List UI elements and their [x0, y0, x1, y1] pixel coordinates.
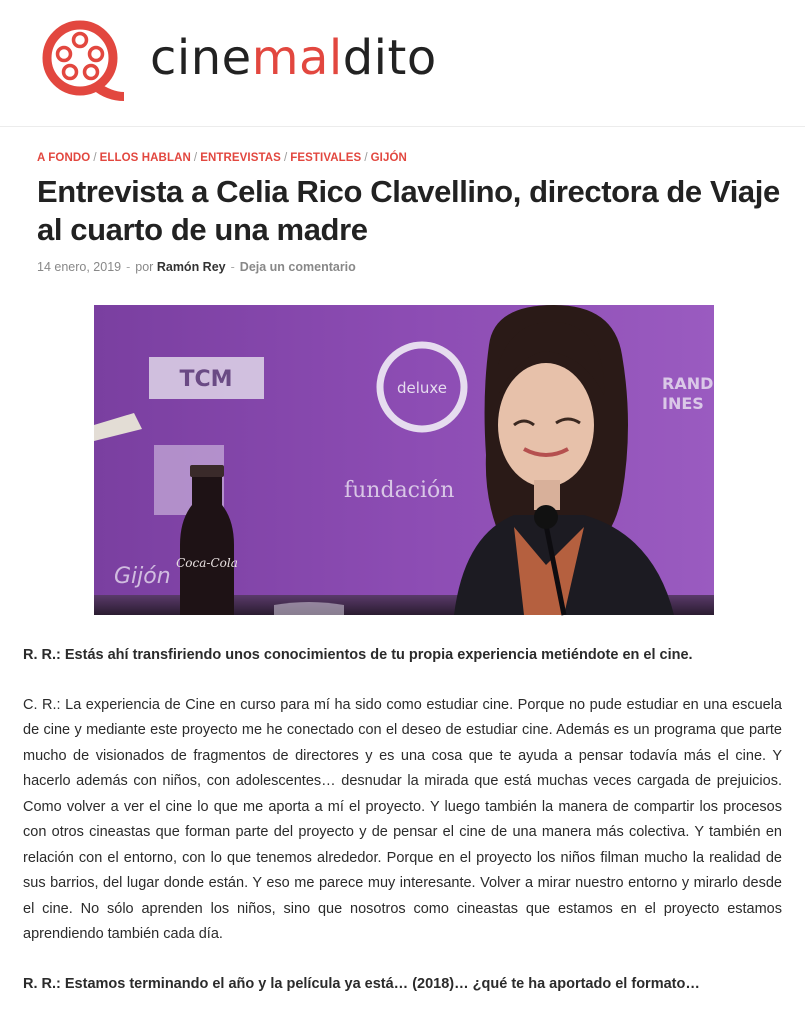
article-body [23, 643, 782, 1021]
banner-text: Coca-Cola [176, 556, 238, 570]
category-link[interactable]: GIJÓN [370, 152, 407, 164]
banner-text: deluxe [396, 379, 448, 397]
article-title: Entrevista a Celia Rico Clavellino, directora de Viaje al cuarto de una madre [37, 174, 780, 247]
leave-comment-link[interactable]: Deja un comentario [239, 260, 356, 274]
interview-question: R. R.: Estás ahí transfiriendo unos conocimientos de tu propia experiencia metiéndote en el cine. [23, 647, 693, 663]
header-divider [0, 126, 805, 127]
category-link[interactable]: ELLOS HABLAN [99, 152, 191, 164]
banner-text: Gijón [114, 564, 171, 589]
category-list: A FONDO / ELLOS HABLAN / ENTREVISTAS / FESTIVALES / GIJÓN [37, 152, 407, 164]
category-link[interactable]: A FONDO [37, 152, 91, 164]
banner-text: RAND [662, 374, 714, 393]
category-link[interactable]: ENTREVISTAS [200, 152, 281, 164]
site-logo-text: cinemaldito [150, 30, 437, 86]
interview-question: R. R.: Estamos terminando el año y la película ya está… (2018)… ¿qué te ha aportado el formato… [23, 975, 700, 992]
film-reel-icon [40, 18, 126, 102]
featured-image [94, 305, 714, 615]
by-label: por [135, 260, 154, 274]
interview-answer: C. R.: La experiencia de Cine en curso para mí ha sido como estudiar cine. Porque no pude estudiar en una escuela de cine y mediante este proyecto me he conectado con el deseo de estudiar cine. Además es un programa que parte mucho de visionados de fragmentos de directores y es una cosa que te ayuda a pensar todavía más el cine. Y hacerlo además con niños, con adolescentes… desnudar la mirada que está muchas veces cargada de prejuicios. Como volver a ver el cine lo que me aporta a mí el proyecto. Y luego también la manera de compartir los procesos con otros cineastas que forman parte del proyecto y de pensar el cine de una manera más colectiva. Y también en relación con el entorno, con lo que tenemos alrededor. Porque en el proyecto los niños filman mucho la realidad de sus barrios, del lugar donde están. Y eso me parece muy interesante. Volver a mirar nuestro entorno y mirarlo desde el cine. No sólo aprenden los niños, sino que nosotros como cineastas que estamos en el proyecto estamos aprendiendo también cada día. [23, 696, 782, 942]
banner-text: fundación [344, 478, 455, 503]
post-date: 14 enero, 2019 [37, 260, 122, 274]
banner-text: TCM [179, 367, 233, 392]
banner-text: INES [662, 394, 704, 413]
author-link[interactable]: Ramón Rey [156, 260, 226, 274]
site-header [0, 0, 805, 120]
article-meta: 14 enero, 2019 - por Ramón Rey - Deja un comentario [37, 260, 356, 274]
category-link[interactable]: FESTIVALES [290, 152, 362, 164]
